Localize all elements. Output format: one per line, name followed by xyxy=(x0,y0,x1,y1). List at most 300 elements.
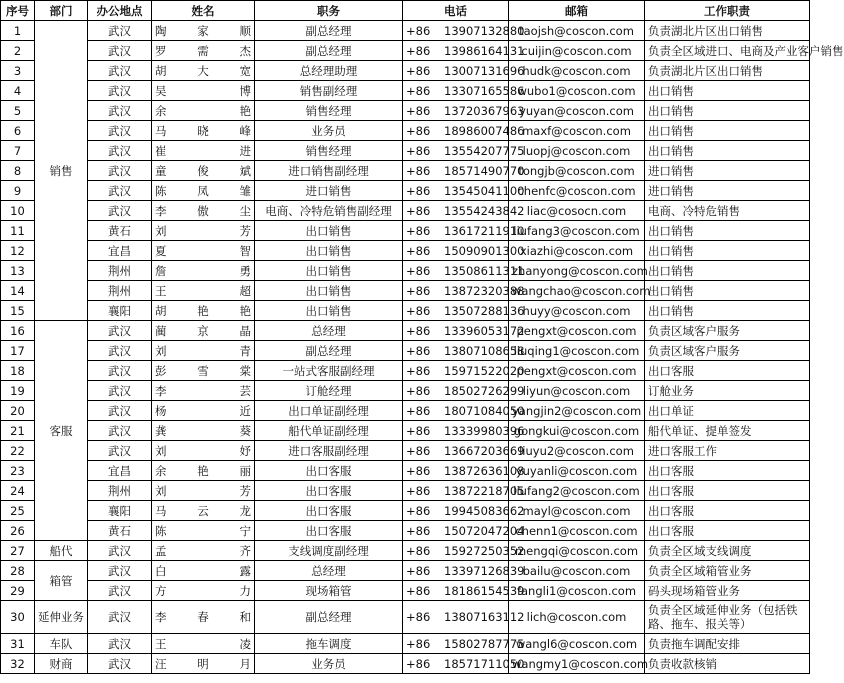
phone-cell xyxy=(403,201,525,221)
job-responsibility: 出口销售 xyxy=(645,81,810,101)
table-row xyxy=(1,301,810,321)
phone-number: 13872218705 xyxy=(444,483,525,498)
job-responsibility: 出口销售 xyxy=(645,221,810,241)
phone-cell xyxy=(403,21,525,41)
email-address: wangl6@coscon.com xyxy=(509,634,645,654)
job-responsibility: 出口客服 xyxy=(645,521,810,541)
row-number: 24 xyxy=(1,481,35,501)
email-address: liyun@coscon.com xyxy=(509,381,645,401)
email-address: yangjin2@coscon.com xyxy=(509,401,645,421)
job-responsibility: 负责全区域箱管业务 xyxy=(645,561,810,581)
phone-number: 18502726299 xyxy=(444,383,525,398)
email-address: wangmy1@coscon.com xyxy=(509,654,645,674)
job-responsibility: 负责全区域进口、电商及产业客户销售 xyxy=(645,41,810,61)
phone-number: 13807108658 xyxy=(444,343,525,358)
job-responsibility: 出口客服 xyxy=(645,461,810,481)
phone-number: 13807163112 xyxy=(444,610,525,624)
phone-number: 13007131696 xyxy=(444,63,525,78)
row-number: 27 xyxy=(1,541,35,561)
job-title: 销售副经理 xyxy=(255,81,403,101)
phone-cell xyxy=(403,461,525,481)
email-address: yuyan@coscon.com xyxy=(509,101,645,121)
email-address: luopj@coscon.com xyxy=(509,141,645,161)
phone-cell xyxy=(403,101,525,121)
email-address: chenn1@coscon.com xyxy=(509,521,645,541)
table-row xyxy=(1,81,810,101)
phone-cell xyxy=(403,41,525,61)
office-location: 武汉 xyxy=(88,541,152,561)
job-responsibility: 出口客服 xyxy=(645,361,810,381)
job-title: 电商、冷特危销售副经理 xyxy=(255,201,403,221)
table-row xyxy=(1,261,810,281)
job-title: 订舱经理 xyxy=(255,381,403,401)
table-body xyxy=(1,21,844,674)
employee-name: 刘青 xyxy=(152,341,255,361)
row-number: 30 xyxy=(1,601,35,634)
email-address: yuyanli@coscon.com xyxy=(509,461,645,481)
employee-name: 龚葵 xyxy=(152,421,255,441)
row-number: 32 xyxy=(1,654,35,674)
table-row xyxy=(1,121,810,141)
department-cell: 箱管 xyxy=(35,561,88,601)
office-location: 武汉 xyxy=(88,381,152,401)
phone-number: 15072047204 xyxy=(444,523,525,538)
job-responsibility: 负责区域客户服务 xyxy=(645,321,810,341)
office-location: 武汉 xyxy=(88,341,152,361)
table-row xyxy=(1,381,810,401)
email-address: xiazhi@coscon.com xyxy=(509,241,645,261)
row-number: 7 xyxy=(1,141,35,161)
job-responsibility: 出口销售 xyxy=(645,301,810,321)
employee-name: 王超 xyxy=(152,281,255,301)
employee-name: 孟齐 xyxy=(152,541,255,561)
employee-name: 马云龙 xyxy=(152,501,255,521)
job-title: 销售经理 xyxy=(255,141,403,161)
job-title: 出口客服 xyxy=(255,481,403,501)
country-code: +86 xyxy=(406,23,431,38)
table-row xyxy=(1,221,810,241)
phone-number: 13397126839 xyxy=(444,563,525,578)
job-responsibility: 负责拖车调配安排 xyxy=(645,634,810,654)
job-responsibility: 进口销售 xyxy=(645,161,810,181)
country-code: +86 xyxy=(406,423,431,438)
employee-name: 陶家顺 xyxy=(152,21,255,41)
table-row xyxy=(1,421,810,441)
office-location: 武汉 xyxy=(88,581,152,601)
job-responsibility: 负责湖北片区出口销售 xyxy=(645,61,810,81)
row-number: 9 xyxy=(1,181,35,201)
office-location: 武汉 xyxy=(88,361,152,381)
job-responsibility: 出口销售 xyxy=(645,101,810,121)
header-cell: 邮箱 xyxy=(509,1,645,21)
phone-cell xyxy=(403,654,525,674)
office-location: 武汉 xyxy=(88,61,152,81)
country-code: +86 xyxy=(406,223,431,238)
phone-number: 13554207775 xyxy=(444,143,525,158)
department-cell: 船代 xyxy=(35,541,88,561)
office-location: 武汉 xyxy=(88,41,152,61)
phone-cell xyxy=(403,541,525,561)
phone-number: 15090901300 xyxy=(444,243,525,258)
job-responsibility: 码头现场箱管业务 xyxy=(645,581,810,601)
country-code: +86 xyxy=(406,610,431,624)
phone-number: 13617211910 xyxy=(444,223,525,238)
phone-number: 18571490770 xyxy=(444,163,525,178)
employee-name: 蔺京晶 xyxy=(152,321,255,341)
job-responsibility: 负责湖北片区出口销售 xyxy=(645,21,810,41)
job-title: 总经理助理 xyxy=(255,61,403,81)
employee-name: 詹勇 xyxy=(152,261,255,281)
job-responsibility: 进口客服工作 xyxy=(645,441,810,461)
job-title: 副总经理 xyxy=(255,41,403,61)
job-title: 出口销售 xyxy=(255,281,403,301)
job-responsibility: 负责全区域支线调度 xyxy=(645,541,810,561)
phone-number: 18186154539 xyxy=(444,583,525,598)
employee-name: 马晓峰 xyxy=(152,121,255,141)
job-title: 出口销售 xyxy=(255,221,403,241)
row-number: 8 xyxy=(1,161,35,181)
country-code: +86 xyxy=(406,503,431,518)
job-title: 船代单证副经理 xyxy=(255,421,403,441)
header-cell: 工作职责 xyxy=(645,1,810,21)
job-responsibility: 出口客服 xyxy=(645,481,810,501)
row-number: 23 xyxy=(1,461,35,481)
email-address: cuijin@coscon.com xyxy=(509,41,645,61)
email-address: mengqi@coscon.com xyxy=(509,541,645,561)
office-location: 黄石 xyxy=(88,521,152,541)
phone-number: 15802787775 xyxy=(444,636,525,651)
phone-number: 15971522020 xyxy=(444,363,525,378)
email-address: hudk@coscon.com xyxy=(509,61,645,81)
phone-cell xyxy=(403,381,525,401)
country-code: +86 xyxy=(406,83,431,98)
job-responsibility: 出口单证 xyxy=(645,401,810,421)
job-responsibility: 船代单证、提单签发 xyxy=(645,421,810,441)
email-address: bailu@coscon.com xyxy=(509,561,645,581)
job-responsibility: 出口销售 xyxy=(645,281,810,301)
row-number: 22 xyxy=(1,441,35,461)
email-address: lich@coscon.com xyxy=(509,601,645,634)
row-number: 6 xyxy=(1,121,35,141)
phone-number: 13907132880 xyxy=(444,23,525,38)
phone-cell xyxy=(403,181,525,201)
row-number: 31 xyxy=(1,634,35,654)
phone-number: 13667203669 xyxy=(444,443,525,458)
phone-cell xyxy=(403,61,525,81)
country-code: +86 xyxy=(406,103,431,118)
job-title: 进口销售副经理 xyxy=(255,161,403,181)
job-title: 一站式客服副经理 xyxy=(255,361,403,381)
row-number: 20 xyxy=(1,401,35,421)
country-code: +86 xyxy=(406,636,431,651)
office-location: 武汉 xyxy=(88,401,152,421)
row-number: 19 xyxy=(1,381,35,401)
job-responsibility: 出口销售 xyxy=(645,241,810,261)
country-code: +86 xyxy=(406,263,431,278)
employee-name: 李傲尘 xyxy=(152,201,255,221)
job-responsibility: 订舱业务 xyxy=(645,381,810,401)
country-code: +86 xyxy=(406,143,431,158)
employee-name: 方力 xyxy=(152,581,255,601)
job-title: 拖车调度 xyxy=(255,634,403,654)
employee-name: 罗需杰 xyxy=(152,41,255,61)
phone-number: 15927250352 xyxy=(444,543,525,558)
row-number: 1 xyxy=(1,21,35,41)
phone-cell xyxy=(403,261,525,281)
country-code: +86 xyxy=(406,323,431,338)
phone-cell xyxy=(403,301,525,321)
row-number: 29 xyxy=(1,581,35,601)
office-location: 武汉 xyxy=(88,601,152,634)
country-code: +86 xyxy=(406,183,431,198)
employee-name: 王凌 xyxy=(152,634,255,654)
country-code: +86 xyxy=(406,203,431,218)
phone-cell xyxy=(403,521,525,541)
country-code: +86 xyxy=(406,443,431,458)
office-location: 武汉 xyxy=(88,121,152,141)
department-cell: 延伸业务 xyxy=(35,601,88,634)
employee-name: 胡大宽 xyxy=(152,61,255,81)
country-code: +86 xyxy=(406,123,431,138)
job-title: 进口销售 xyxy=(255,181,403,201)
header-row xyxy=(1,1,810,21)
row-number: 14 xyxy=(1,281,35,301)
country-code: +86 xyxy=(406,583,431,598)
table-row xyxy=(1,581,810,601)
row-number: 17 xyxy=(1,341,35,361)
table-row xyxy=(1,321,810,341)
employee-name: 汪明月 xyxy=(152,654,255,674)
job-title: 现场箱管 xyxy=(255,581,403,601)
row-number: 13 xyxy=(1,261,35,281)
office-location: 武汉 xyxy=(88,181,152,201)
header-cell: 姓名 xyxy=(152,1,255,21)
job-title: 副总经理 xyxy=(255,601,403,634)
office-location: 武汉 xyxy=(88,141,152,161)
job-responsibility: 负责区域客户服务 xyxy=(645,341,810,361)
table-row xyxy=(1,161,810,181)
table-row xyxy=(1,561,810,581)
email-address: liuyu2@coscon.com xyxy=(509,441,645,461)
table-row xyxy=(1,241,810,261)
table-row xyxy=(1,21,810,41)
header-cell: 电话 xyxy=(403,1,509,21)
phone-cell xyxy=(403,561,525,581)
office-location: 荆州 xyxy=(88,481,152,501)
country-code: +86 xyxy=(406,43,431,58)
office-location: 武汉 xyxy=(88,654,152,674)
job-title: 出口销售 xyxy=(255,261,403,281)
country-code: +86 xyxy=(406,403,431,418)
job-title: 总经理 xyxy=(255,321,403,341)
row-number: 2 xyxy=(1,41,35,61)
job-title: 支线调度副经理 xyxy=(255,541,403,561)
country-code: +86 xyxy=(406,63,431,78)
email-address: mayl@coscon.com xyxy=(509,501,645,521)
phone-cell xyxy=(403,581,525,601)
job-title: 出口客服 xyxy=(255,521,403,541)
job-responsibility: 负责全区域延伸业务（包括铁路、拖车、报关等） xyxy=(645,601,810,634)
table-row xyxy=(1,521,810,541)
phone-cell xyxy=(403,121,525,141)
phone-cell xyxy=(403,281,525,301)
phone-cell xyxy=(403,634,525,654)
employee-name: 陈宁 xyxy=(152,521,255,541)
office-location: 宜昌 xyxy=(88,461,152,481)
phone-cell xyxy=(403,501,525,521)
table-row xyxy=(1,461,810,481)
employee-name: 彭雪棠 xyxy=(152,361,255,381)
phone-cell xyxy=(403,241,525,261)
employee-name: 余艳丽 xyxy=(152,461,255,481)
phone-number: 18071084050 xyxy=(444,403,525,418)
employee-name: 白露 xyxy=(152,561,255,581)
office-location: 襄阳 xyxy=(88,301,152,321)
header-cell: 职务 xyxy=(255,1,403,21)
email-address: liac@cosocn.com xyxy=(509,201,645,221)
country-code: +86 xyxy=(406,363,431,378)
phone-number: 13545041100 xyxy=(444,183,525,198)
phone-number: 13872636108 xyxy=(444,463,525,478)
department-cell: 客服 xyxy=(35,321,88,541)
job-title: 出口销售 xyxy=(255,241,403,261)
employee-name: 刘妤 xyxy=(152,441,255,461)
header-cell: 部门 xyxy=(35,1,88,21)
employee-name: 余艳 xyxy=(152,101,255,121)
email-address: maxf@coscon.com xyxy=(509,121,645,141)
email-address: pengxt@coscon.com xyxy=(509,361,645,381)
job-title: 副总经理 xyxy=(255,21,403,41)
table-row xyxy=(1,41,810,61)
row-number: 18 xyxy=(1,361,35,381)
employee-name: 刘芳 xyxy=(152,481,255,501)
email-address: wangchao@coscon.com xyxy=(509,281,645,301)
row-number: 11 xyxy=(1,221,35,241)
phone-number: 13986164131 xyxy=(444,43,525,58)
table-row xyxy=(1,481,810,501)
row-number: 15 xyxy=(1,301,35,321)
job-title: 出口客服 xyxy=(255,461,403,481)
country-code: +86 xyxy=(406,656,431,671)
row-number: 28 xyxy=(1,561,35,581)
country-code: +86 xyxy=(406,303,431,318)
job-title: 总经理 xyxy=(255,561,403,581)
phone-cell xyxy=(403,321,525,341)
table-row xyxy=(1,341,810,361)
country-code: +86 xyxy=(406,463,431,478)
job-title: 出口单证副经理 xyxy=(255,401,403,421)
phone-cell xyxy=(403,161,525,181)
country-code: +86 xyxy=(406,383,431,398)
employee-name: 陈凤雏 xyxy=(152,181,255,201)
email-address: tongjb@coscon.com xyxy=(509,161,645,181)
phone-number: 13396053172 xyxy=(444,323,525,338)
office-location: 武汉 xyxy=(88,321,152,341)
department-cell: 财商 xyxy=(35,654,88,674)
phone-cell xyxy=(403,221,525,241)
table-row xyxy=(1,61,810,81)
job-title: 业务员 xyxy=(255,654,403,674)
job-title: 出口客服 xyxy=(255,501,403,521)
phone-cell xyxy=(403,421,525,441)
email-address: chenfc@coscon.com xyxy=(509,181,645,201)
email-address: liuqing1@coscon.com xyxy=(509,341,645,361)
office-location: 武汉 xyxy=(88,561,152,581)
employee-name: 李芸 xyxy=(152,381,255,401)
row-number: 21 xyxy=(1,421,35,441)
office-location: 武汉 xyxy=(88,201,152,221)
phone-number: 13339980396 xyxy=(444,423,525,438)
email-address: taojsh@coscon.com xyxy=(509,21,645,41)
office-location: 武汉 xyxy=(88,421,152,441)
employee-name: 吴博 xyxy=(152,81,255,101)
office-location: 宜昌 xyxy=(88,241,152,261)
job-responsibility: 负责收款核销 xyxy=(645,654,810,674)
row-number: 10 xyxy=(1,201,35,221)
phone-number: 13307165586 xyxy=(444,83,525,98)
table-row xyxy=(1,101,810,121)
job-title: 出口销售 xyxy=(255,301,403,321)
office-location: 武汉 xyxy=(88,101,152,121)
job-title: 进口客服副经理 xyxy=(255,441,403,461)
table-row xyxy=(1,541,810,561)
job-responsibility: 出口销售 xyxy=(645,261,810,281)
row-number: 16 xyxy=(1,321,35,341)
row-number: 4 xyxy=(1,81,35,101)
employee-name: 夏智 xyxy=(152,241,255,261)
email-address: liufang2@coscon.com xyxy=(509,481,645,501)
email-address: huyy@coscon.com xyxy=(509,301,645,321)
table-row xyxy=(1,654,810,674)
phone-number: 19945083662 xyxy=(444,503,525,518)
office-location: 武汉 xyxy=(88,21,152,41)
table-row xyxy=(1,141,810,161)
country-code: +86 xyxy=(406,283,431,298)
phone-cell xyxy=(403,81,525,101)
employee-name: 童俊斌 xyxy=(152,161,255,181)
table-row xyxy=(1,634,810,654)
phone-cell xyxy=(403,141,525,161)
phone-cell xyxy=(403,601,525,634)
row-number: 5 xyxy=(1,101,35,121)
job-title: 销售经理 xyxy=(255,101,403,121)
table-row xyxy=(1,181,810,201)
department-cell: 车队 xyxy=(35,634,88,654)
phone-number: 18986007486 xyxy=(444,123,525,138)
table-row xyxy=(1,441,810,461)
country-code: +86 xyxy=(406,243,431,258)
table-row xyxy=(1,201,810,221)
phone-number: 13720367963 xyxy=(444,103,525,118)
job-title: 业务员 xyxy=(255,121,403,141)
phone-cell xyxy=(403,361,525,381)
country-code: +86 xyxy=(406,543,431,558)
employee-name: 胡艳艳 xyxy=(152,301,255,321)
job-responsibility: 电商、冷特危销售 xyxy=(645,201,810,221)
phone-number: 13507288136 xyxy=(444,303,525,318)
phone-number: 13872320388 xyxy=(444,283,525,298)
employee-name: 李春和 xyxy=(152,601,255,634)
job-responsibility: 出口销售 xyxy=(645,121,810,141)
row-number: 3 xyxy=(1,61,35,81)
employee-name: 杨近 xyxy=(152,401,255,421)
job-responsibility: 进口销售 xyxy=(645,181,810,201)
email-address: liufang3@coscon.com xyxy=(509,221,645,241)
phone-cell xyxy=(403,401,525,421)
table-row xyxy=(1,501,810,521)
office-location: 黄石 xyxy=(88,221,152,241)
department-cell: 销售 xyxy=(35,21,88,321)
